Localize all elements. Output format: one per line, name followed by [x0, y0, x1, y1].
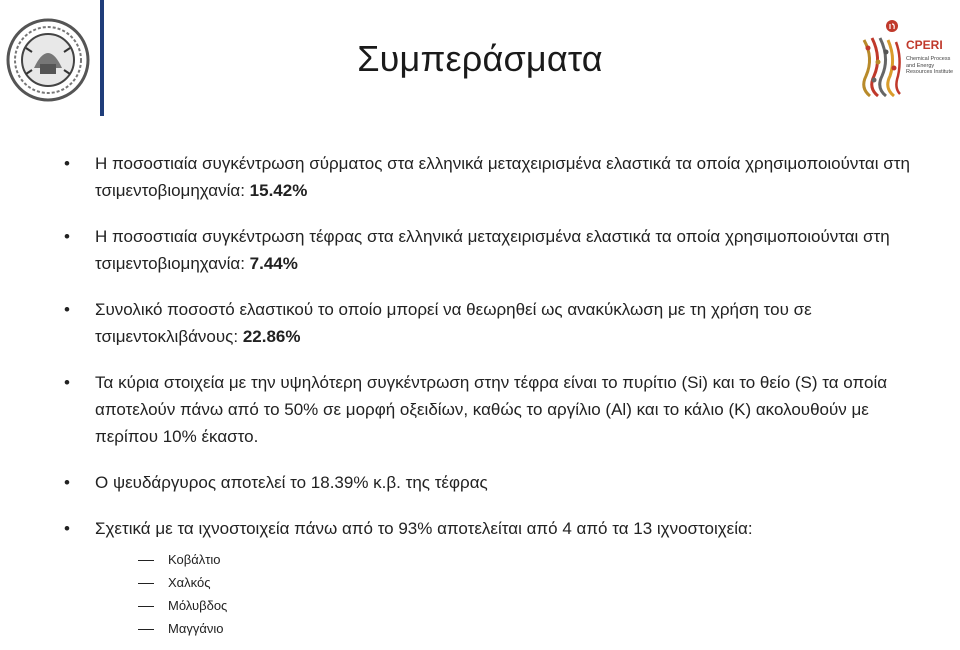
bullet-text: Ο ψευδάργυρος αποτελεί το 18.39% κ.β. της τέφρας	[95, 473, 488, 492]
sub-item-cobalt: Κοβάλτιο	[138, 548, 924, 571]
bullet-text: Συνολικό ποσοστό ελαστικού το οποίο μπορεί να θεωρηθεί ως ανακύκλωση με τη χρήση του σε τσιμεντοκλιβάνους:	[95, 300, 812, 346]
bullet-text: Η ποσοστιαία συγκέντρωση σύρματος στα ελληνικά μεταχειρισμένα ελαστικά τα οποία χρησιμοποιούνται στη τσιμεντοβιομηχανία:	[95, 154, 910, 200]
sub-item-manganese: Μαγγάνιο	[138, 617, 924, 640]
bullet-trace-elements	[64, 515, 924, 640]
bullet-value: 22.86%	[242, 327, 301, 346]
bullet-text: Σχετικά με τα ιχνοστοιχεία πάνω από το 93% αποτελείται από 4 από τα 13 ιχνοστοιχεία:	[95, 519, 753, 538]
sub-item-lead: Μόλυβδος	[138, 594, 924, 617]
bullet-value: 15.42%	[249, 181, 308, 200]
cperi-logo	[856, 18, 960, 100]
cperi-name: CPERI	[906, 38, 943, 52]
slide-title: Συμπεράσματα	[357, 38, 603, 79]
bullet-text: Η ποσοστιαία συγκέντρωση τέφρας στα ελληνικά μεταχειρισμένα ελαστικά τα οποία χρησιμοποιούνται στη τσιμεντοβιομηχανία:	[95, 227, 890, 273]
bullet-ash-concentration	[64, 223, 924, 277]
bullet-zinc	[64, 469, 924, 496]
bullet-recycling-percentage	[64, 296, 924, 350]
bullet-value: 7.44%	[249, 254, 298, 273]
cperi-subtitle: Chemical Process and Energy Resources Institute	[906, 56, 954, 75]
bullet-text: Τα κύρια στοιχεία με την υψηλότερη συγκέντρωση στην τέφρα είναι το πυρίτιο (Si) και το θείο (S) τα οποία αποτελούν πάνω από το 50% σε μορφή οξειδίων, καθώς το αργίλιο (Al) και το κάλιο (K) ακολουθούν με περίπου 10% έκαστο.	[95, 373, 888, 446]
trace-elements-sublist	[95, 548, 924, 640]
sub-item-copper: Χαλκός	[138, 571, 924, 594]
bullet-main-elements	[64, 369, 924, 450]
conclusions-list	[64, 150, 924, 640]
bullet-wire-concentration	[64, 150, 924, 204]
